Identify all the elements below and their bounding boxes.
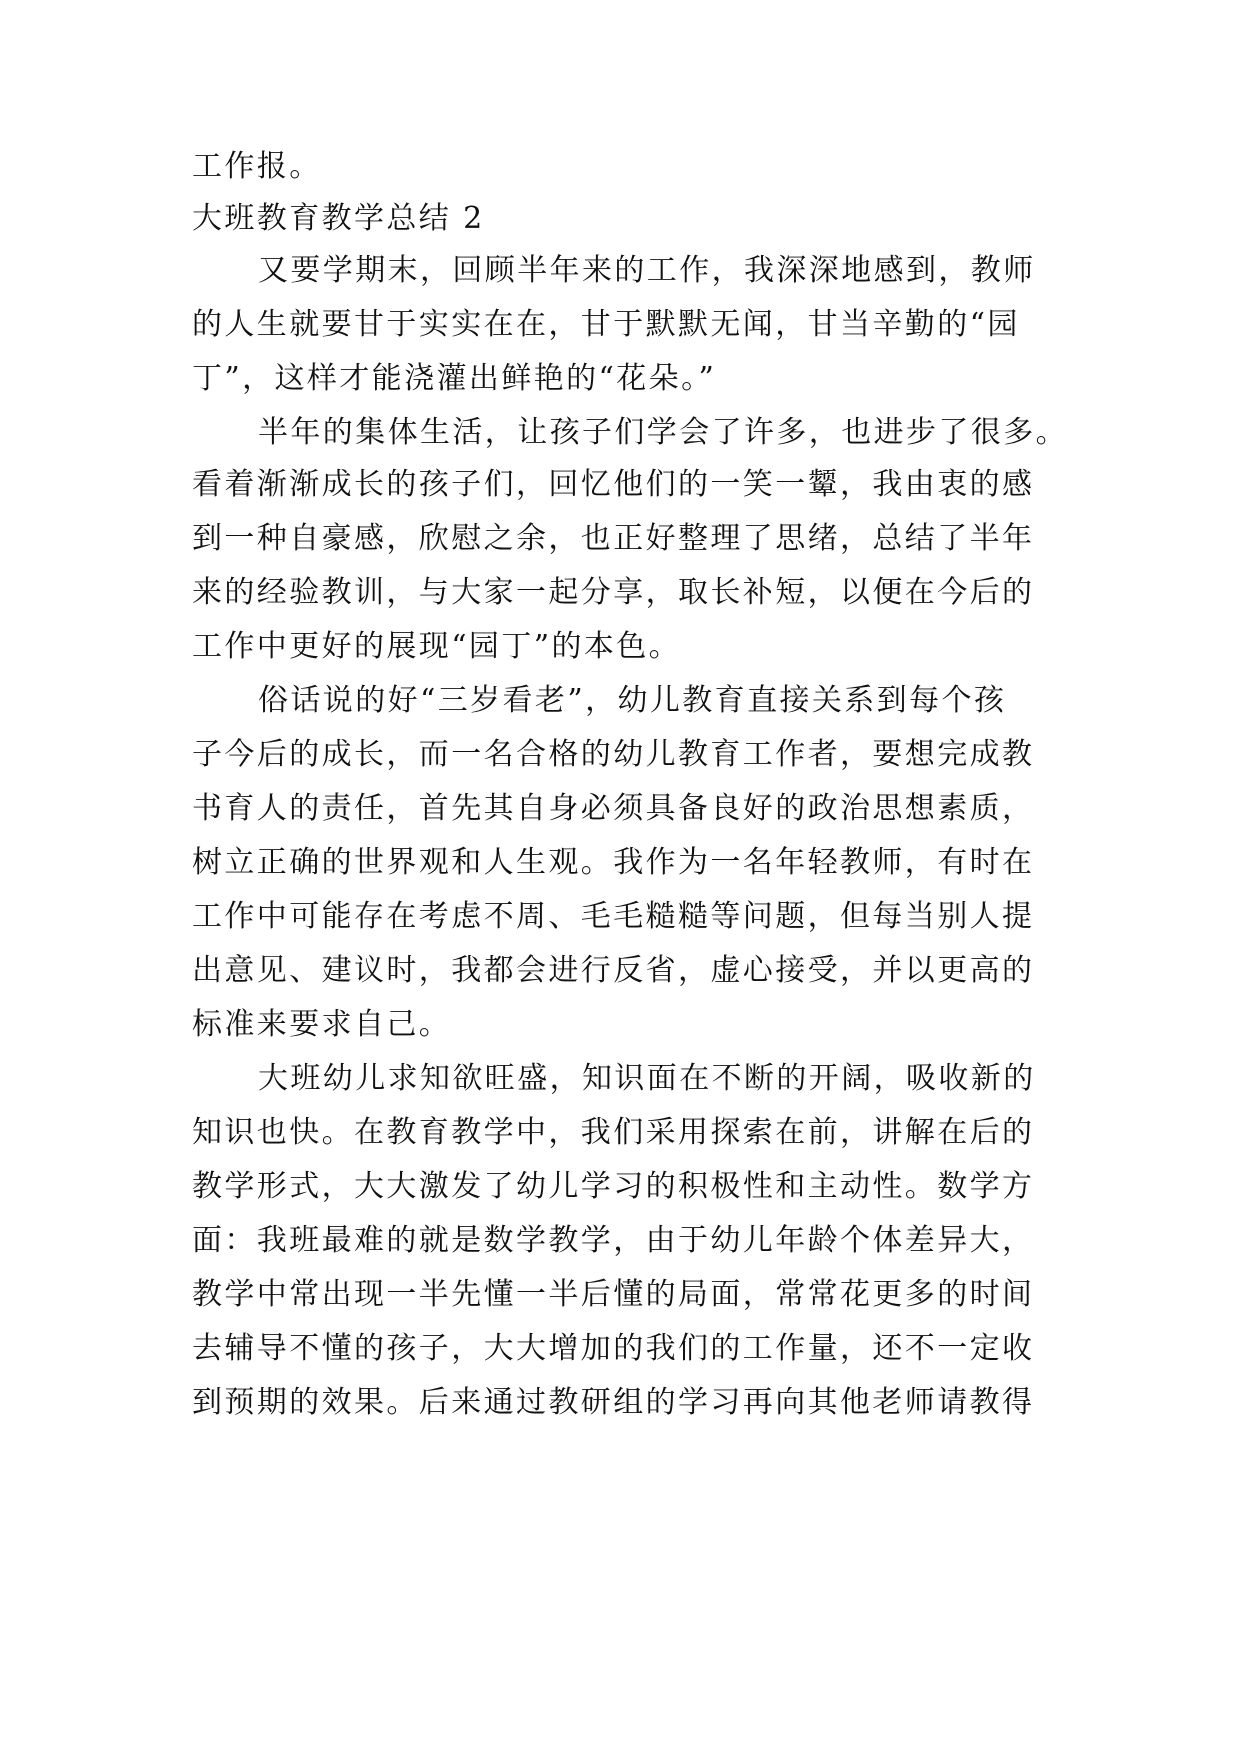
section-heading: 大班教育教学总结 2 — [192, 201, 485, 236]
paragraph-line: 面：我班最难的就是数学教学，由于幼儿年龄个体差异大， — [192, 1223, 1035, 1258]
paragraph-line: 大班幼儿求知欲旺盛，知识面在不断的开阔，吸收新的 — [258, 1061, 1036, 1096]
text-line: 工作报。 — [192, 149, 322, 184]
paragraph-line: 知识也快。在教育教学中，我们采用探索在前，讲解在后的 — [192, 1115, 1035, 1150]
paragraph-line: 去辅导不懂的孩子，大大增加的我们的工作量，还不一定收 — [192, 1331, 1035, 1366]
paragraph-line: 俗话说的好“三岁看老”，幼儿教育直接关系到每个孩 — [258, 683, 1007, 718]
paragraph-line: 出意见、建议时，我都会进行反省，虚心接受，并以更高的 — [192, 953, 1035, 988]
paragraph-line: 到一种自豪感，欣慰之余，也正好整理了思绪，总结了半年 — [192, 521, 1035, 556]
paragraph-line: 半年的集体生活，让孩子们学会了许多，也进步了很多。 — [258, 415, 1068, 450]
paragraph-line: 标准来要求自己。 — [192, 1007, 452, 1042]
paragraph-line: 又要学期末，回顾半年来的工作，我深深地感到，教师 — [258, 253, 1036, 288]
paragraph-line: 看着渐渐成长的孩子们，回忆他们的一笑一颦，我由衷的感 — [192, 467, 1035, 502]
paragraph-line: 工作中可能存在考虑不周、毛毛糙糙等问题，但每当别人提 — [192, 899, 1035, 934]
paragraph-line: 树立正确的世界观和人生观。我作为一名年轻教师，有时在 — [192, 845, 1035, 880]
paragraph-line: 书育人的责任，首先其自身必须具备良好的政治思想素质， — [192, 791, 1035, 826]
paragraph-line: 来的经验教训，与大家一起分享，取长补短，以便在今后的 — [192, 575, 1035, 610]
paragraph-line: 丁”，这样才能浇灌出鲜艳的“花朵。” — [192, 361, 717, 396]
paragraph-line: 子今后的成长，而一名合格的幼儿教育工作者，要想完成教 — [192, 737, 1035, 772]
paragraph-line: 工作中更好的展现“园丁”的本色。 — [192, 629, 682, 664]
paragraph-line: 教学形式，大大激发了幼儿学习的积极性和主动性。数学方 — [192, 1169, 1035, 1204]
paragraph-line: 教学中常出现一半先懂一半后懂的局面，常常花更多的时间 — [192, 1277, 1035, 1312]
paragraph-line: 到预期的效果。后来通过教研组的学习再向其他老师请教得 — [192, 1385, 1035, 1420]
paragraph-line: 的人生就要甘于实实在在，甘于默默无闻，甘当辛勤的“园 — [192, 307, 1020, 342]
